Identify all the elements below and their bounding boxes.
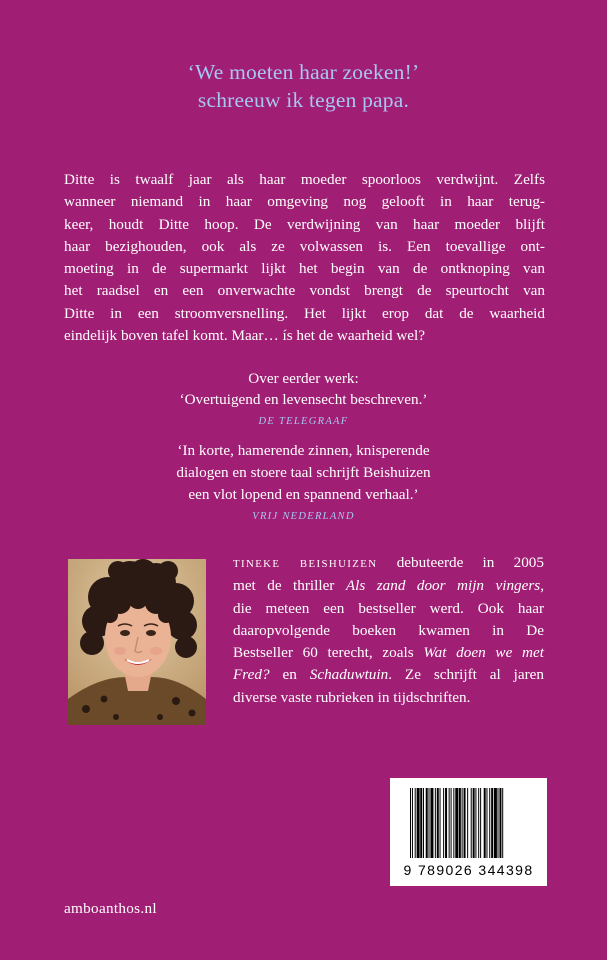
bio-line <box>233 664 544 686</box>
bio-line <box>233 552 544 575</box>
review-quote <box>0 389 607 431</box>
review-text-line: ‘In korte, hamerende zinnen, knisperende <box>177 442 430 459</box>
review-source: VRIJ NEDERLAND <box>252 511 355 522</box>
blurb-line: moeting in de supermarkt lijkt het begin van de ontknoping van <box>64 260 545 278</box>
blurb <box>64 169 545 347</box>
isbn-number: 9 789026 344398 <box>403 862 534 878</box>
bio-text: . Ze schrijft al jaren <box>388 666 544 684</box>
blurb-line: keer, houdt Ditte hoop. De verdwijning van haar moeder blijft <box>64 215 545 233</box>
bio-line: diverse vaste rubrieken in tijdschriften. <box>233 688 471 706</box>
review-text-line: dialogen en stoere taal schrijft Beishuizen <box>176 464 431 481</box>
bio-line: daaropvolgende boeken kwamen in De <box>233 621 544 639</box>
bio-line <box>233 575 544 597</box>
bio-text: en <box>269 666 310 684</box>
bio-text: Bestseller 60 terecht, zoals <box>233 644 424 662</box>
author-name: TINEKE BEISHUIZEN <box>233 558 378 570</box>
review-text-line: een vlot lopend en spannend verhaal.’ <box>188 486 419 503</box>
blurb-line: eindelijk boven tafel komt. Maar… ís het de waarheid wel? <box>64 327 425 345</box>
author-bio <box>233 552 544 709</box>
tagline-line: ‘We moeten haar zoeken!’ <box>187 60 420 84</box>
book-title: Wat doen we met <box>423 644 544 662</box>
blurb-line: Ditte in een stroomversnelling. Het lijkt erop dat de waarheid <box>64 304 545 322</box>
bio-text: , <box>540 577 544 595</box>
review-text: ‘Overtuigend en levensecht beschreven.’ <box>179 391 428 408</box>
book-title: Als zand door mijn vingers <box>345 577 541 595</box>
blurb-line: het raadsel en een onverwachte vondst brengt de speurtocht van <box>64 282 545 300</box>
bio-text: met de thriller <box>233 577 346 595</box>
blurb-line: wanneer niemand in haar omgeving nog gelooft in haar terug- <box>64 193 545 211</box>
tagline-line: schreeuw ik tegen papa. <box>197 88 410 112</box>
barcode-bars <box>410 788 527 858</box>
bio-line: die meteen een bestseller werd. Ook haar <box>233 599 544 617</box>
tagline <box>0 58 607 114</box>
reviews-heading: Over eerder werk: <box>248 370 359 387</box>
book-title: Fred? <box>233 666 270 684</box>
book-title: Schaduwtuin <box>309 666 389 684</box>
review-quote <box>0 440 607 526</box>
blurb-line: Ditte is twaalf jaar als haar moeder spoorloos verdwijnt. Zelfs <box>64 171 545 188</box>
bio-text: debuteerde in 2005 <box>377 554 544 571</box>
bio-line <box>233 642 544 664</box>
publisher-website[interactable]: amboanthos.nl <box>64 900 157 917</box>
author-photo <box>68 559 206 725</box>
blurb-line: haar bezighouden, ook als ze volwassen is. Een toevallige ont- <box>64 237 545 255</box>
isbn-barcode <box>390 778 547 886</box>
review-source: DE TELEGRAAF <box>258 416 349 427</box>
